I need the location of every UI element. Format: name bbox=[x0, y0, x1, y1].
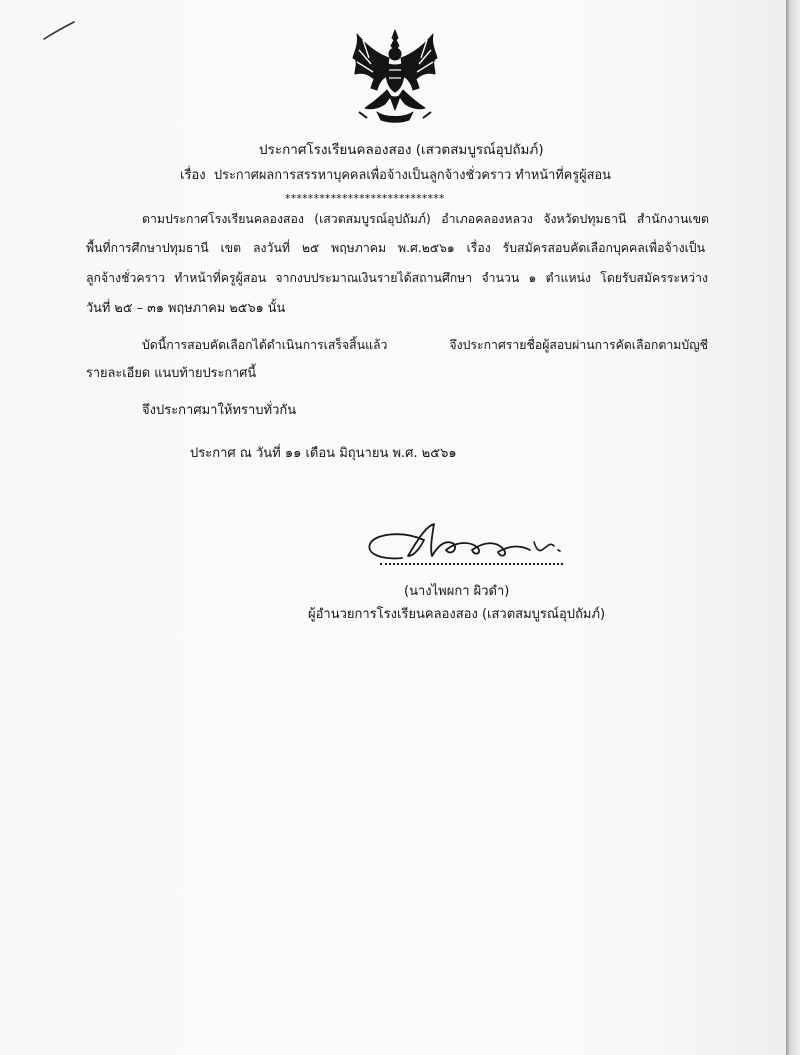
signatory-name: (นางไพผกา ผิวดำ) bbox=[404, 584, 510, 599]
page-edge-shadow bbox=[786, 0, 800, 1055]
separator-asterisks: **************************** bbox=[285, 192, 445, 205]
paragraph1-line2: พื้นที่การศึกษาปทุมธานี เขต ลงวันที่ ๒๕ พฤษภาคม พ.ศ.๒๕๖๑ เรื่อง รับสมัครสอบคัดเลือกบุคคลเพื่อจ้างเป็น bbox=[86, 241, 705, 255]
signature-dotted-line bbox=[380, 563, 563, 565]
paragraph2-line2: รายละเอียด แนบท้ายประกาศนี้ bbox=[86, 366, 257, 381]
paragraph2-line1: บัดนี้การสอบคัดเลือกได้ดำเนินการเสร็จสิ้นแล้ว จึงประกาศรายชื่อผู้สอบผ่านการคัดเลือกตามบัญชี bbox=[142, 338, 708, 352]
paragraph1-line4: วันที่ ๒๕ – ๓๑ พฤษภาคม ๒๕๖๑ นั้น bbox=[86, 301, 286, 316]
date-line: ประกาศ ณ วันที่ ๑๑ เดือน มิถุนายน พ.ศ. ๒๕๖๑ bbox=[190, 446, 457, 461]
subject-text: ประกาศผลการสรรหาบุคคลเพื่อจ้างเป็นลูกจ้างชั่วคราว ทำหน้าที่ครูผู้สอน bbox=[214, 168, 611, 183]
subject-label: เรื่อง bbox=[180, 168, 206, 183]
closing-line: จึงประกาศมาให้ทราบทั่วกัน bbox=[142, 403, 297, 418]
paragraph1-line1: ตามประกาศโรงเรียนคลองสอง (เสวตสมบูรณ์อุปถัมภ์) อำเภอคลองหลวง จังหวัดปทุมธานี สำนักงานเขต bbox=[142, 212, 709, 226]
paragraph1-line3: ลูกจ้างชั่วคราว ทำหน้าที่ครูผู้สอน จากงบประมาณเงินรายได้สถานศึกษา จำนวน ๑ ตำแหน่ง โดยรับสมัครระหว่าง bbox=[86, 271, 708, 285]
garuda-emblem-icon bbox=[349, 28, 441, 124]
pen-stroke-mark bbox=[42, 20, 76, 42]
signatory-position: ผู้อำนวยการโรงเรียนคลองสอง (เสวตสมบูรณ์อุปถัมภ์) bbox=[308, 607, 606, 622]
announcement-heading: ประกาศโรงเรียนคลองสอง (เสวตสมบูรณ์อุปถัมภ์) bbox=[259, 142, 544, 158]
